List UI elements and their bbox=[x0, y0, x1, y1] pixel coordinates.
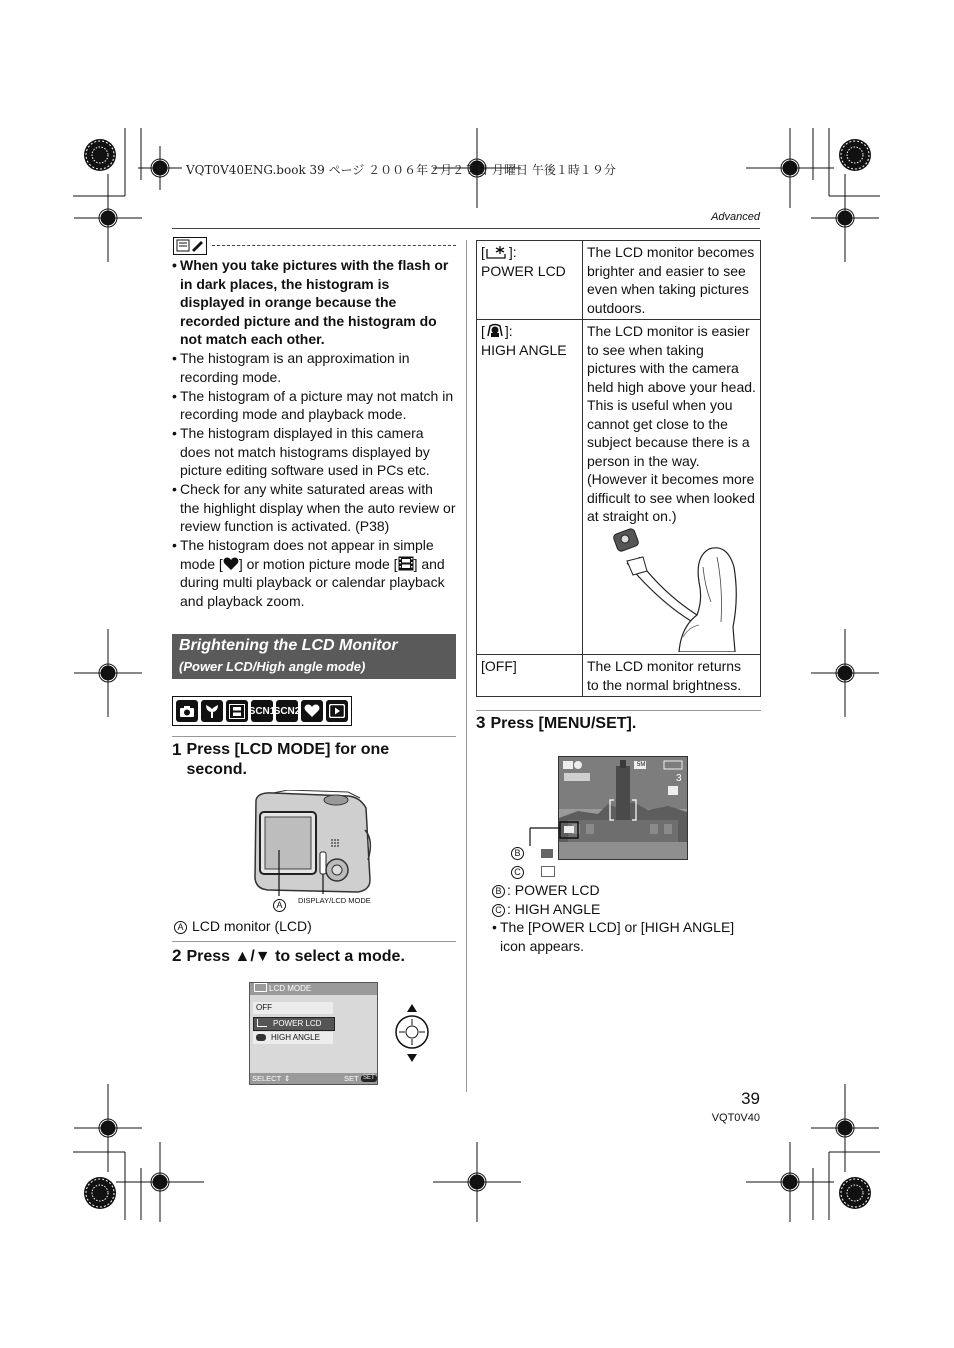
page-number: 39 bbox=[741, 1089, 760, 1108]
scn2-icon: SCN2 bbox=[276, 700, 298, 722]
note-last-part2: ] or motion picture mode [ bbox=[238, 555, 398, 572]
note-last-part3: ] and during multi playback or calendar playback and playback zoom. bbox=[180, 555, 445, 609]
column-divider bbox=[466, 240, 467, 1092]
display-lcd-button-label: DISPLAY/LCD MODE bbox=[298, 896, 371, 905]
note-item: • When you take pictures with the flash or in dark places, the histogram is displayed in orange because the recorded picture and the histogram do not match each other. bbox=[172, 256, 456, 349]
power-lcd-icon bbox=[541, 849, 553, 858]
lcd-icon bbox=[254, 983, 267, 992]
menu-title: LCD MODE bbox=[269, 984, 312, 993]
high-angle-label: HIGH ANGLE bbox=[481, 341, 567, 358]
section-title: Brightening the LCD Monitor bbox=[179, 637, 398, 654]
off-label: [OFF] bbox=[477, 655, 583, 697]
note-item-last bbox=[172, 536, 456, 610]
high-angle-person-illustration bbox=[599, 527, 739, 652]
step-2 bbox=[172, 946, 456, 967]
macro-icon bbox=[201, 700, 223, 722]
power-lcd-description: The LCD monitor becomes brighter and easier to see even when taking pictures outdoors. bbox=[583, 241, 761, 320]
lcd-mode-menu-screen bbox=[249, 982, 378, 1085]
off-description: The LCD monitor returns to the normal brightness. bbox=[583, 655, 761, 697]
legend-a-text: LCD monitor (LCD) bbox=[192, 918, 312, 934]
camera-icon bbox=[176, 700, 198, 722]
note-item: • Check for any white saturated areas with the highlight display when the auto review or review function is activated. (P38) bbox=[172, 480, 456, 536]
legend-b: B : POWER LCD bbox=[492, 881, 762, 900]
note-last-part1: The histogram does not appear in simple mode [ bbox=[180, 537, 434, 572]
screen-size-indicator: 5M bbox=[637, 762, 646, 768]
step-1-number: 1 bbox=[172, 740, 182, 759]
film-icon bbox=[398, 556, 414, 571]
recording-screen-illustration bbox=[558, 756, 688, 860]
step-3-number: 3 bbox=[476, 713, 486, 732]
section-subtitle: (Power LCD/High angle mode) bbox=[179, 659, 366, 674]
step-3 bbox=[476, 713, 761, 734]
menu-option-high-angle[interactable]: HIGH ANGLE bbox=[253, 1032, 333, 1044]
model-code: VQT0V40 bbox=[711, 1112, 760, 1124]
note-dashed-rule bbox=[212, 245, 456, 246]
section-tag: Advanced bbox=[711, 211, 760, 223]
high-angle-icon bbox=[256, 1034, 266, 1041]
step-2-number: 2 bbox=[172, 946, 182, 965]
high-angle-description: The LCD monitor is easier to see when taking pictures with the camera held high above your head. This is useful when you cannot get close to the subject because there is a person in the way. (However it becomes more difficult to see when looked at straight on.) bbox=[587, 323, 756, 524]
heart-mode-icon bbox=[301, 700, 323, 722]
legend-c: C : HIGH ANGLE bbox=[492, 900, 762, 919]
menu-title-bar bbox=[250, 983, 377, 995]
step3-legend bbox=[492, 881, 762, 955]
menu-option-power-lcd[interactable]: POWER LCD bbox=[253, 1017, 335, 1031]
table-row: [ ]: HIGH ANGLE The LCD monitor is easier to see when taking pictures with the camera held high above your head. This is useful when you cannot get close to the subject because there is a person in the way. (However it becomes more difficult to see when looked at straight on.) bbox=[477, 320, 761, 655]
power-lcd-icon bbox=[485, 245, 509, 259]
menu-option-off[interactable]: OFF bbox=[253, 1002, 333, 1014]
print-header: VQT0V40ENG.book 39 ページ ２００６年２月２７日 月曜日 午後１時１９分 bbox=[186, 163, 616, 177]
legend-a: A LCD monitor (LCD) bbox=[174, 918, 312, 934]
step-rule bbox=[476, 710, 761, 711]
high-angle-icon bbox=[541, 866, 555, 877]
high-angle-icon bbox=[485, 323, 505, 338]
scn1-icon: SCN1 bbox=[251, 700, 273, 722]
note-icon bbox=[173, 237, 207, 255]
step-1 bbox=[172, 740, 456, 780]
camera-back-illustration bbox=[248, 790, 388, 910]
note-item: • The histogram of a picture may not match in recording mode and playback mode. bbox=[172, 387, 456, 424]
header-rule bbox=[172, 228, 760, 229]
up-down-icon: ⇕ bbox=[284, 1074, 291, 1083]
dpad-up-down-icon bbox=[392, 1002, 432, 1064]
play-mode-icon bbox=[326, 700, 348, 722]
film-mode-icon bbox=[226, 700, 248, 722]
table-row bbox=[477, 655, 761, 697]
step-rule bbox=[172, 736, 456, 737]
set-badge: SET bbox=[363, 1075, 375, 1081]
step-rule bbox=[172, 941, 456, 942]
lcd-mode-table bbox=[476, 240, 761, 697]
step-1-text: Press [LCD MODE] for one second. bbox=[186, 741, 390, 778]
step-3-text: Press [MENU/SET]. bbox=[490, 715, 637, 732]
step3-note: • The [POWER LCD] or [HIGH ANGLE] icon appears. bbox=[492, 919, 735, 954]
callout-c: C bbox=[511, 863, 555, 881]
step-2-text: Press ▲/▼ to select a mode. bbox=[186, 948, 405, 965]
heart-icon bbox=[223, 557, 239, 571]
note-item: • The histogram displayed in this camera does not match histograms displayed by picture editing software used in PCs etc. bbox=[172, 424, 456, 480]
callout-a: A bbox=[273, 896, 291, 914]
callout-b: B bbox=[511, 844, 553, 862]
mode-icon-row bbox=[172, 696, 352, 726]
power-lcd-label: POWER LCD bbox=[481, 262, 566, 279]
remaining-count: 3 bbox=[676, 773, 682, 784]
notes-list bbox=[172, 256, 456, 611]
section-banner bbox=[172, 634, 456, 679]
note-item: • The histogram is an approximation in recording mode. bbox=[172, 349, 456, 386]
table-row: [ ]: POWER LCD The LCD monitor becomes brighter and easier to see even when taking pictures outdoors. bbox=[477, 241, 761, 320]
power-lcd-icon bbox=[257, 1019, 267, 1027]
menu-footer: SELECT ⇕ SET SET bbox=[250, 1073, 377, 1084]
